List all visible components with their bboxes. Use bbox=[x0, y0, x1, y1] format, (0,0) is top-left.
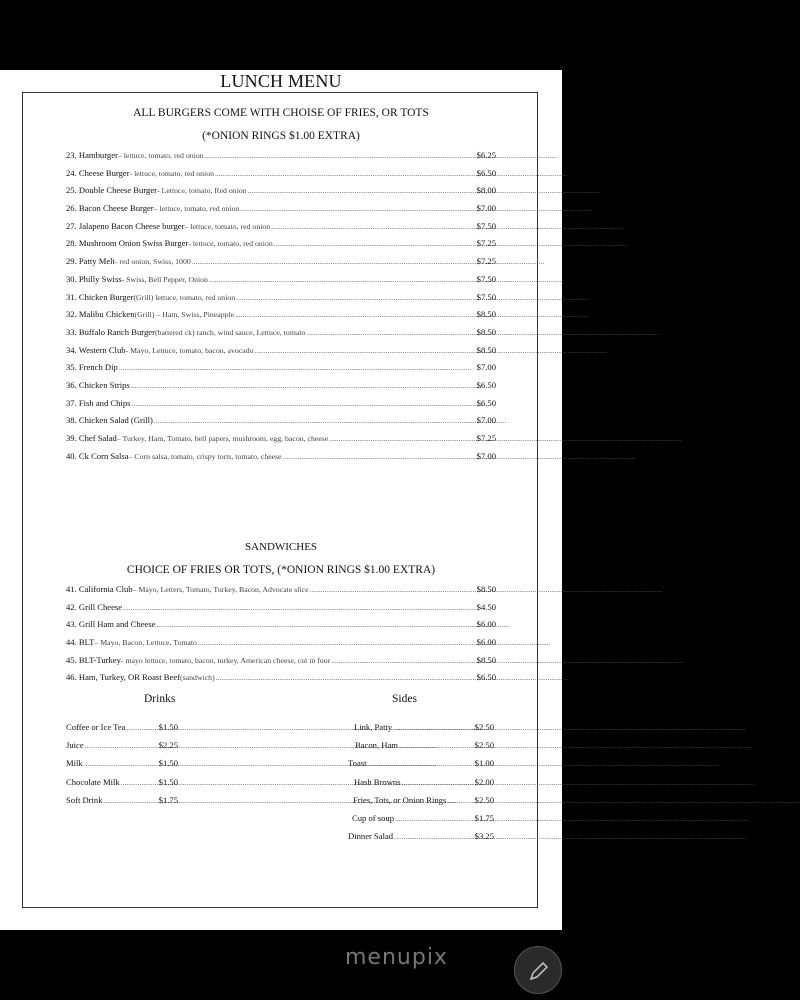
menu-title: LUNCH MENU bbox=[220, 71, 342, 91]
top-bar bbox=[0, 0, 562, 70]
list-item: 40. Ck Corn Salsa – Corn salsa, tomato, crispy torts, tomato, cheese ..... $7.00 bbox=[66, 451, 496, 469]
list-item: 46. Ham, Turkey, OR Roast Beef (sandwich) ..... $6.50 bbox=[66, 672, 496, 690]
list-item: 38. Chicken Salad (Grill) ..... $7.00 bbox=[66, 415, 496, 433]
bottom-bar bbox=[0, 930, 562, 1000]
drinks-list bbox=[66, 722, 178, 813]
list-item: 45. BLT-Turkey - mayo lettuce, tomato, bacon, turkey, American cheese, cut in four ..... $8.50 bbox=[66, 655, 496, 673]
list-item: Fries, Tots, or Onion Rings ..... $2.50 bbox=[348, 795, 494, 813]
list-item: 44. BLT – Mayo, Bacon, Lettuce, Tomato ..... $6.00 bbox=[66, 637, 496, 655]
list-item: Chocolate Milk ..... $1.50 bbox=[66, 777, 178, 795]
list-item: Dinner Salad ..... $3.25 bbox=[348, 831, 494, 849]
list-item: 32. Malibu Chicken (Grill) – Ham, Swiss, Pineapple ..... $8.50 bbox=[66, 309, 496, 327]
edit-button[interactable] bbox=[514, 946, 562, 994]
list-item: 24. Cheese Burger - lettuce, tomato, red onion ..... $6.50 bbox=[66, 168, 496, 186]
list-item: Juice ..... $2.25 bbox=[66, 740, 178, 758]
list-item: 43. Grill Ham and Cheese ..... $6.00 bbox=[66, 619, 496, 637]
sandwiches-heading: SANDWICHES bbox=[244, 541, 318, 553]
watermark: menupix bbox=[345, 945, 448, 970]
list-item: Cup of soup ..... $1.75 bbox=[348, 813, 494, 831]
sandwich-list bbox=[66, 584, 496, 690]
sides-heading: Sides bbox=[392, 693, 417, 705]
list-item: Soft Drink ..... $1.75 bbox=[66, 795, 178, 813]
sides-list bbox=[348, 722, 494, 849]
list-item: Hash Browns ..... $2.00 bbox=[348, 777, 494, 795]
drinks-heading: Drinks bbox=[144, 693, 176, 705]
list-item: 37. Fish and Chips ..... $6.50 bbox=[66, 398, 496, 416]
list-item: 34. Western Club - Mayo, Lettuce, tomato, bacon, avocado ..... $8.50 bbox=[66, 345, 496, 363]
list-item: Toast ..... $1.00 bbox=[348, 758, 494, 776]
list-item: Link, Patty ..... $2.50 bbox=[348, 722, 494, 740]
list-item: 29. Patty Melt - red onion, Swiss, 1000 ..... $7.25 bbox=[66, 256, 496, 274]
list-item: Bacon, Ham ..... $2.50 bbox=[348, 740, 494, 758]
list-item: Coffee or Ice Tea ..... $1.50 bbox=[66, 722, 178, 740]
list-item: Milk ..... $1.50 bbox=[66, 758, 178, 776]
list-item: 30. Philly Swiss - Swiss, Bell Pepper, Onion ..... $7.50 bbox=[66, 274, 496, 292]
list-item: 23. Hamburger – lettuce, tomato, red onion ..... $6.25 bbox=[66, 150, 496, 168]
list-item: 41. California Club – Mayo, Letters, Tomato, Turkey, Bacon, Advocate slice ..... $8.50 bbox=[66, 584, 496, 602]
list-item: 26. Bacon Cheese Burger – lettuce, tomato, red onion ..... $7.00 bbox=[66, 203, 496, 221]
list-item: 27. Jalapeno Bacon Cheese burger – lettuce, tomato, red onion ..... $7.50 bbox=[66, 221, 496, 239]
list-item: 28. Mushroom Onion Swiss Burger - lettuce, tomato, red onion ..... $7.25 bbox=[66, 238, 496, 256]
list-item: 33. Buffalo Ranch Burger (battered ck) ranch, wind sauce, Lettuce, tomato ..... $8.50 bbox=[66, 327, 496, 345]
onion-rings-note: (*ONION RINGS $1.00 EXTRA) bbox=[202, 130, 360, 142]
list-item: 25. Double Cheese Burger - Lettuce, tomato, Red onion ..... $8.00 bbox=[66, 185, 496, 203]
list-item: 39. Chef Salad – Turkey, Ham, Tomato, bell papers, mushroom, egg, bacon, cheese ..... $7.25 bbox=[66, 433, 496, 451]
pencil-icon bbox=[527, 959, 551, 983]
list-item: 35. French Dip ..... $7.00 bbox=[66, 362, 496, 380]
burger-list bbox=[66, 150, 496, 468]
list-item: 42. Grill Cheese ..... $4.50 bbox=[66, 602, 496, 620]
list-item: 31. Chicken Burger (Grill) lettuce, tomato, red onion ..... $7.50 bbox=[66, 292, 496, 310]
burgers-note: ALL BURGERS COME WITH CHOISE OF FRIES, OR TOTS bbox=[133, 107, 429, 119]
list-item: 36. Chicken Strips ..... $6.50 bbox=[66, 380, 496, 398]
sandwiches-note: CHOICE OF FRIES OR TOTS, (*ONION RINGS $1.00 EXTRA) bbox=[126, 564, 436, 576]
